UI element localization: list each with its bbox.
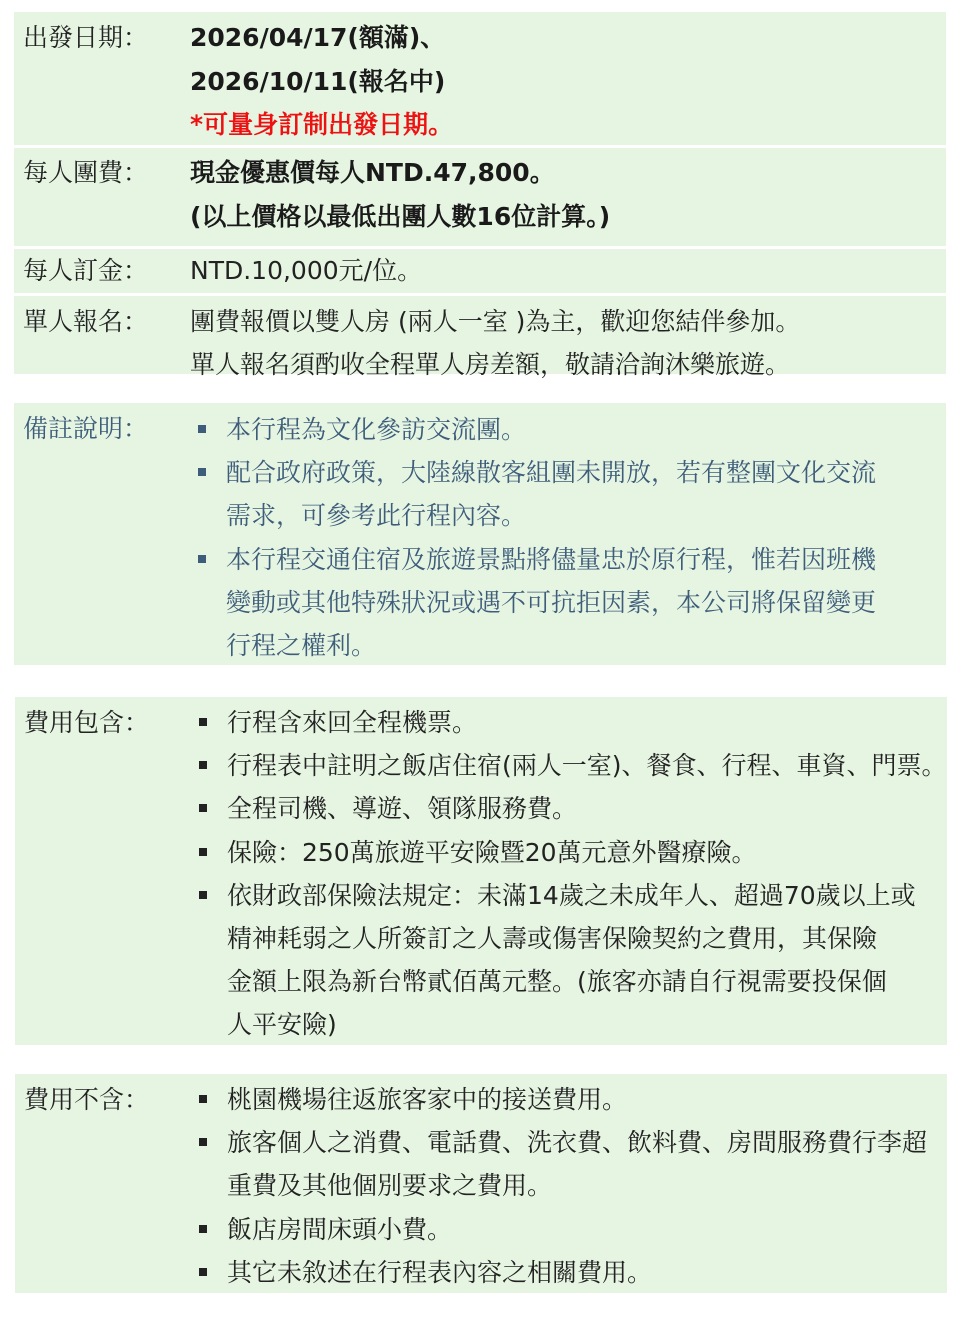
list-item-line: 變動或其他特殊狀況或遇不可抗拒因素，本公司將保留變更	[226, 587, 877, 617]
price-label: 每人團費：	[23, 158, 149, 187]
list-item	[191, 1251, 931, 1294]
list-item-line: 桃園機場往返旅客家中的接送費用。	[227, 1085, 628, 1114]
list-item-line: 依財政部保險法規定：未滿14歲之未成年人、超過70歲以上或	[227, 880, 916, 910]
excluded-section	[15, 1074, 947, 1293]
deposit-label: 每人訂金：	[23, 256, 149, 285]
list-item	[191, 831, 937, 874]
list-item-line: 保險：250萬旅遊平安險暨20萬元意外醫療險。	[227, 837, 757, 867]
list-item-line: 本行程交通住宿及旅遊景點將儘量忠於原行程，惟若因班機	[226, 544, 877, 574]
single-line-2: 單人報名須酌收全程單人房差額，敬請洽詢沐樂旅遊。	[190, 350, 791, 379]
trip-info-table	[14, 12, 946, 379]
list-item-line: 全程司機、導遊、領隊服務費。	[227, 794, 578, 824]
excluded-list	[191, 1078, 931, 1294]
departure-value	[190, 16, 930, 147]
deposit-row	[14, 249, 946, 293]
excluded-label: 費用不含：	[24, 1085, 150, 1114]
bullet-icon	[199, 1138, 207, 1146]
list-item-line: 人平安險)	[227, 1010, 337, 1040]
list-item	[190, 408, 930, 451]
included-list	[191, 701, 947, 1047]
departure-date-2: 2026/10/11(報名中)	[190, 66, 446, 96]
list-item-line: 金額上限為新台幣貳佰萬元整。(旅客亦請自行視需要投保個	[227, 967, 887, 997]
deposit-value	[190, 249, 930, 293]
list-item-line: 飯店房間床頭小費。	[227, 1214, 453, 1244]
bullet-icon	[199, 848, 207, 856]
list-item-line: 行程表中註明之飯店住宿(兩人一室)、餐食、行程、車資、門票。	[227, 751, 947, 781]
remarks-section	[14, 403, 946, 665]
list-item-line: 行程含來回全程機票。	[227, 708, 478, 737]
bullet-icon	[199, 1268, 207, 1276]
bullet-icon	[199, 718, 207, 726]
list-item	[191, 1078, 931, 1121]
list-item-line: 精神耗弱之人所簽訂之人壽或傷害保險契約之費用，其保險	[227, 924, 878, 954]
included-label: 費用包含：	[24, 708, 150, 737]
list-item-line: 旅客個人之消費、電話費、洗衣費、飲料費、房間服務費行李超	[227, 1128, 928, 1158]
list-item	[191, 1121, 931, 1207]
list-item	[191, 874, 937, 1047]
departure-date-1: 2026/04/17(額滿)、	[190, 23, 446, 52]
remarks-label: 備註說明：	[23, 414, 149, 443]
list-item-line: 配合政府政策，大陸線散客組團未開放，若有整團文化交流	[226, 458, 877, 488]
bullet-icon	[199, 804, 207, 812]
included-section	[15, 697, 947, 1045]
list-item-line: 行程之權利。	[226, 631, 377, 661]
bullet-icon	[199, 891, 207, 899]
deposit-amount: NTD.10,000元/位。	[190, 256, 423, 285]
departure-row	[14, 12, 946, 145]
list-item	[191, 1208, 931, 1251]
single-row	[14, 296, 946, 379]
single-label: 單人報名：	[23, 307, 149, 336]
single-line-1: 團費報價以雙人房 (兩人一室 )為主，歡迎您結伴參加。	[190, 307, 801, 336]
remarks-list	[190, 408, 930, 667]
list-item-line: 需求，可參考此行程內容。	[226, 501, 527, 531]
price-row	[14, 148, 946, 246]
departure-label: 出發日期：	[23, 23, 149, 52]
price-value	[190, 151, 930, 238]
list-item-line: 其它未敘述在行程表內容之相關費用。	[227, 1257, 653, 1287]
list-item	[190, 451, 930, 537]
list-item	[191, 787, 937, 830]
list-item-line: 本行程為文化參訪交流團。	[226, 415, 527, 444]
list-item	[190, 538, 930, 668]
custom-date-note: *可量身訂制出發日期。	[190, 110, 454, 139]
bullet-icon	[199, 1095, 207, 1103]
bullet-icon	[198, 468, 206, 476]
list-item	[191, 701, 937, 744]
bullet-icon	[198, 425, 206, 433]
price-line-2: (以上價格以最低出團人數16位計算。)	[190, 201, 611, 231]
list-item	[191, 744, 947, 787]
single-value	[190, 300, 930, 386]
bullet-icon	[199, 1225, 207, 1233]
list-item-line: 重費及其他個別要求之費用。	[227, 1171, 553, 1201]
bullet-icon	[198, 555, 206, 563]
bullet-icon	[199, 761, 207, 769]
price-line-1: 現金優惠價每人NTD.47,800。	[190, 158, 555, 187]
